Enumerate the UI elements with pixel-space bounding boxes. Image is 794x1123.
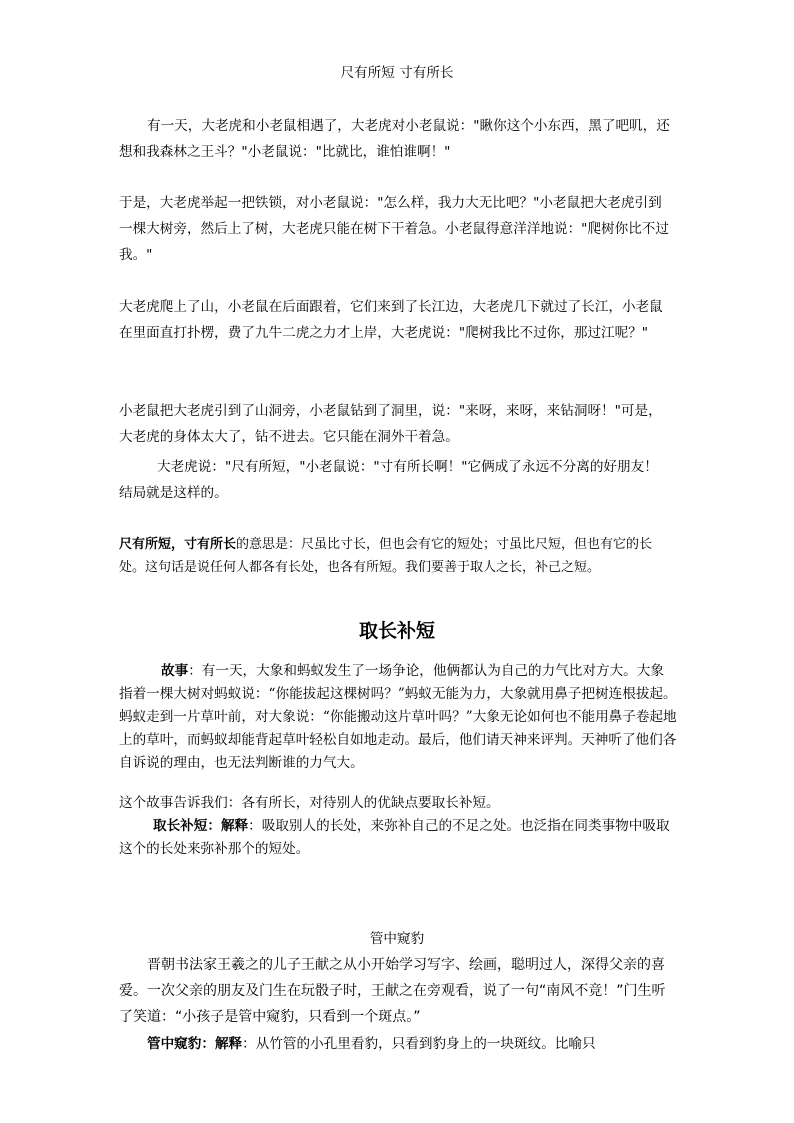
explain-label-2: 解释 xyxy=(214,1036,243,1052)
story-text: ：有一天，大象和蚂蚁发生了一场争论，他俩都认为自己的力气比对方大。大象指着一棵大树对蚂蚁说：“你能拔起这棵树吗？”蚂蚁无能为力，大象就用鼻子把树连根拔起。蚂蚁走到一片草叶前，对大象说：“你能搬动这片草叶吗？”大象无论如何也不能用鼻子卷起地上的草叶，而蚂蚁却能背起草叶轻松自如地走动。最后，他们请天神来评判。天神听了他们各自诉说的理由，也无法判断谁的力气大。 xyxy=(119,663,677,771)
idiom-definition-text: 的意思是：尺虽比寸长，但也会有它的短处；寸虽比尺短，但也有它的长处。这句话是说任何人都各有长处，也各有所短。我们要善于取人之长，补己之短。 xyxy=(119,537,653,575)
story-paragraph-1: 有一天，大老虎和小老鼠相遇了，大老虎对小老鼠说："瞅你这个小东西，黑了吧叽，还想和我森林之王斗？"小老鼠说："比就比，谁怕谁啊！" xyxy=(119,118,670,160)
story-paragraph-6: 结局就是这样的。 xyxy=(119,485,228,501)
story-paragraph-5: 大老虎说："尺有所短，"小老鼠说："寸有所长啊！"它俩成了永远不分离的好朋友！ xyxy=(157,459,658,475)
story-paragraph-2: 于是，大老虎举起一把铁锁，对小老鼠说："怎么样，我力大无比吧？"小老鼠把大老虎引到一棵大树旁，然后上了树，大老虎只能在树下干着急。小老鼠得意洋洋地说："爬树你比不过我。" xyxy=(119,195,669,263)
story-paragraph-3: 大老虎爬上了山，小老鼠在后面跟着，它们来到了长江边，大老虎几下就过了长江，小老鼠在里面直打扑楞，费了九牛二虎之力才上岸，大老虎说："爬树我比不过你，那过江呢？" xyxy=(119,299,663,341)
title-qu-chang-bu-duan: 取长补短 xyxy=(358,620,435,642)
title-guan-zhong-kui-bao: 管中窥豹 xyxy=(369,931,425,947)
story-wang-xianzhi: 晋朝书法家王羲之的儿子王献之从小开始学习写字、绘画，聪明过人，深得父亲的喜爱。一次父亲的朋友及门生在玩骰子时，王献之在旁观看，说了一句“南风不竞！”门生听了笑道：“小孩子是管中窥豹，只看到一个斑点。” xyxy=(119,957,666,1025)
story-paragraph-4: 小老鼠把大老虎引到了山洞旁，小老鼠钻到了洞里，说："来呀，来呀，来钻洞呀！"可是，大老虎的身体太大了，钻不进去。它只能在洞外干着急。 xyxy=(119,403,662,445)
term-qu-chang: 取长补短 xyxy=(153,818,208,834)
term-guan-zhong: 管中窥豹 xyxy=(147,1036,202,1052)
story-moral: 这个故事告诉我们：各有所长，对待别人的优缺点要取长补短。 xyxy=(119,795,500,811)
idiom-term: 尺有所短，寸有所长 xyxy=(119,537,237,552)
title-chi-you-suo-duan: 尺有所短 寸有所长 xyxy=(340,65,454,81)
term-qu-chang-text: ：吸取别人的长处，来弥补自己的不足之处。也泛指在同类事物中吸取这个的长处来弥补那个的短处。 xyxy=(119,818,670,857)
term-guan-zhong-text: ：从竹管的小孔里看豹，只看到豹身上的一块斑纹。比喻只 xyxy=(242,1036,596,1052)
idiom-explanation-qu-chang: 取长补短：解释：吸取别人的长处，来弥补自己的不足之处。也泛指在同类事物中吸取这个的长处来弥补那个的短处。 xyxy=(119,818,670,857)
idiom-definition xyxy=(119,533,675,579)
story-label: 故事 xyxy=(161,663,189,679)
idiom-explanation-guan-zhong: 管中窥豹：解释：从竹管的小孔里看豹，只看到豹身上的一块斑纹。比喻只 xyxy=(147,1036,596,1052)
explain-label: 解释 xyxy=(220,818,249,834)
story-elephant-ant xyxy=(119,660,677,775)
